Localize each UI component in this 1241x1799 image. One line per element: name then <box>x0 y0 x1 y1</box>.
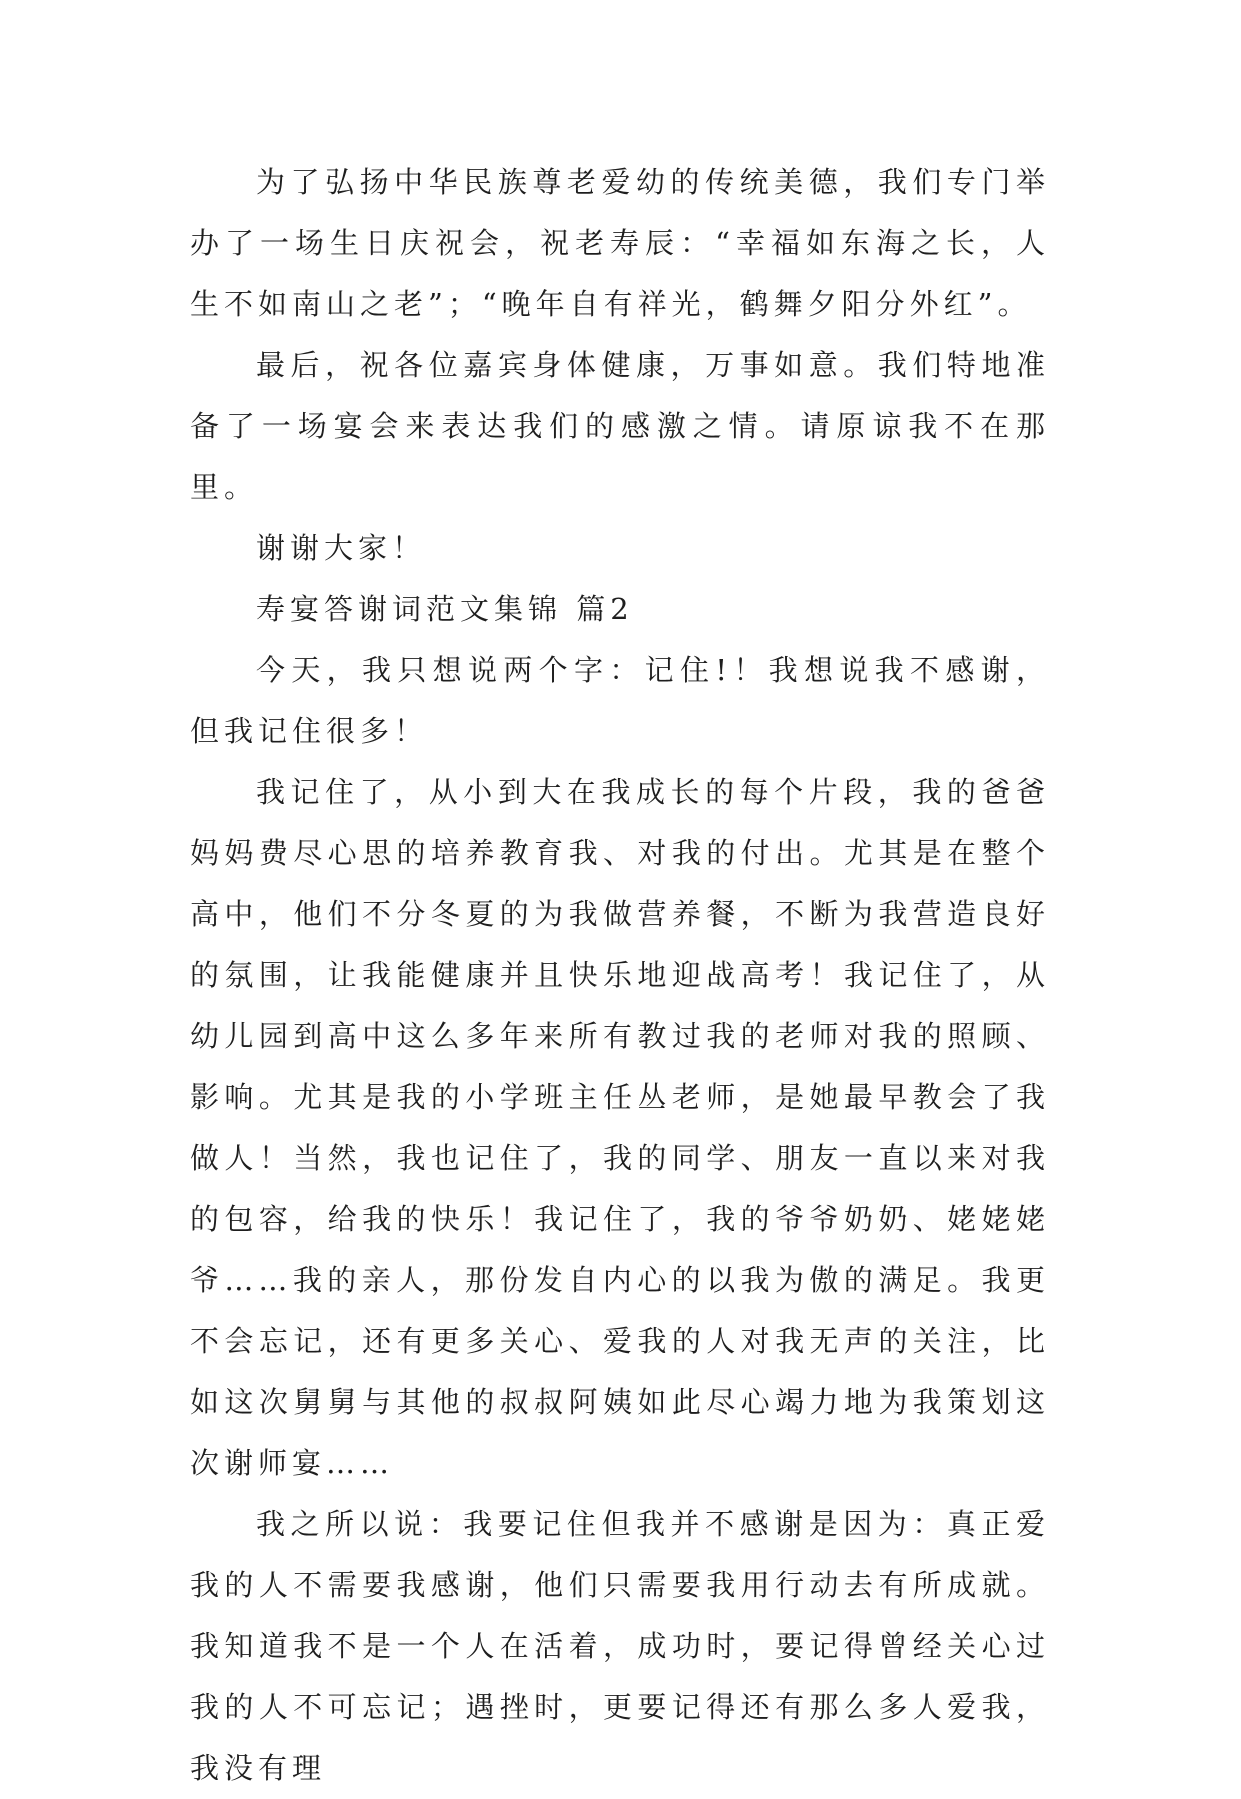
paragraph-reason: 我之所以说：我要记住但我并不感谢是因为：真正爱我的人不需要我感谢，他们只需要我用行动去有所成就。我知道我不是一个人在活着，成功时，要记得曾经关心过我的人不可忘记；遇挫时，更要记得还有那么多人爱我，我没有理 <box>190 1507 1050 1785</box>
paragraph-remember-details: 我记住了，从小到大在我成长的每个片段，我的爸爸妈妈费尽心思的培养教育我、对我的付出。尤其是在整个高中，他们不分冬夏的为我做营养餐，不断为我营造良好的氛围，让我能健康并且快乐地迎战高考！我记住了，从幼儿园到高中这么多年来所有教过我的老师对我的照顾、影响。尤其是我的小学班主任丛老师，是她最早教会了我做人！当然，我也记住了，我的同学、朋友一直以来对我的包容，给我的快乐！我记住了，我的爷爷奶奶、姥姥姥爷……我的亲人，那份发自内心的以我为傲的满足。我更不会忘记，还有更多关心、爱我的人对我无声的关注，比如这次舅舅与其他的叔叔阿姨如此尽心竭力地为我策划这次谢师宴…… <box>190 775 1050 1480</box>
paragraph-thanks: 谢谢大家！ <box>256 531 427 565</box>
paragraph-celebration: 为了弘扬中华民族尊老爱幼的传统美德，我们专门举办了一场生日庆祝会，祝老寿辰：“幸福如东海之长，人生不如南山之老”；“晚年自有祥光，鹤舞夕阳分外红”。 <box>190 165 1050 321</box>
paragraph-remember-intro: 今天，我只想说两个字：记住!！我想说我不感谢，但我记住很多！ <box>190 653 1050 748</box>
paragraph-closing-wishes: 最后，祝各位嘉宾身体健康，万事如意。我们特地准备了一场宴会来表达我们的感激之情。请原谅我不在那里。 <box>190 348 1050 504</box>
document-body <box>190 152 1050 1799</box>
section-heading: 寿宴答谢词范文集锦 篇2 <box>256 592 634 626</box>
